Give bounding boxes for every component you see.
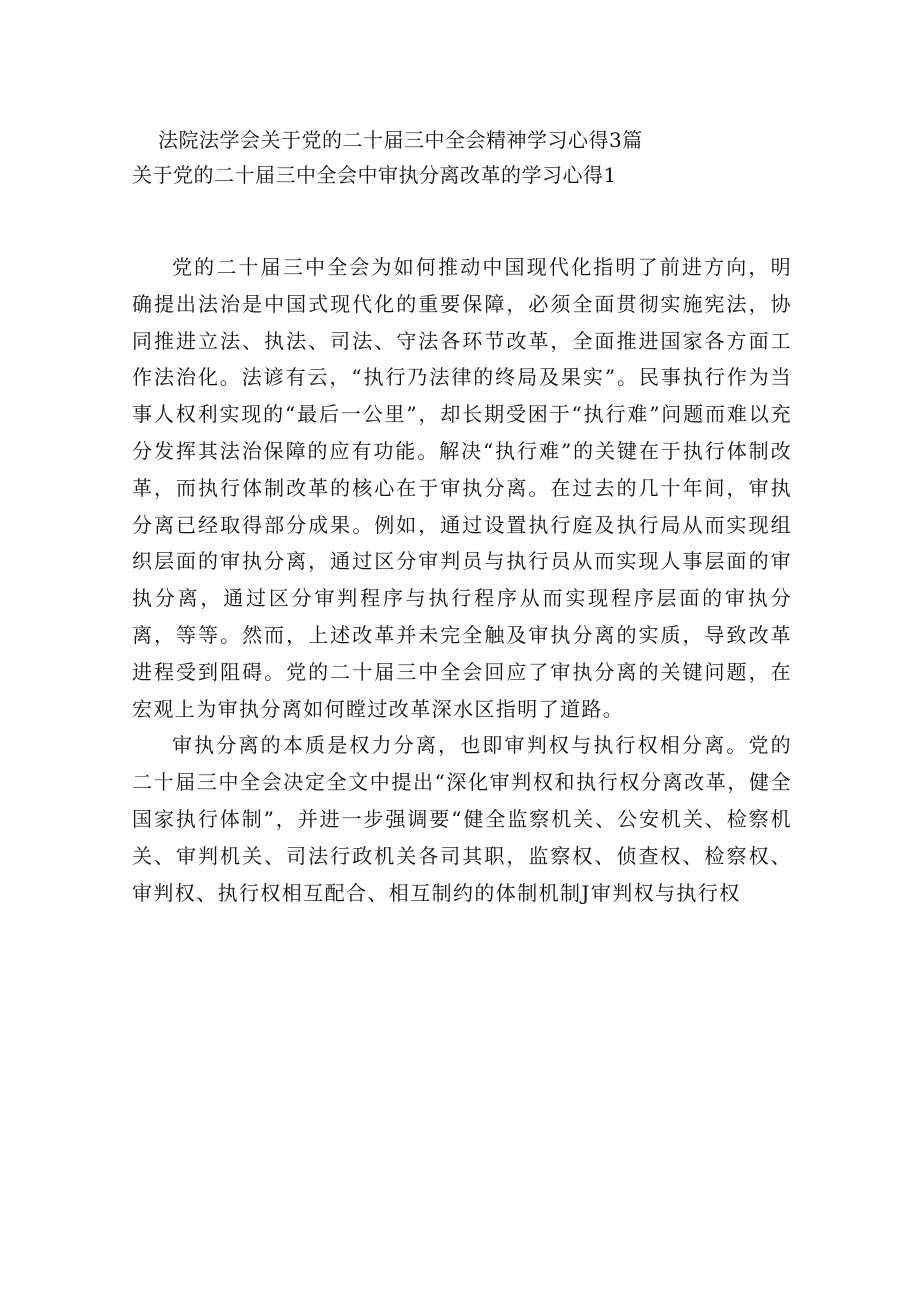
paragraph-2: 审执分离的本质是权力分离，也即审判权与执行权相分离。党的二十届三中全会决定全文中提出“深化审判权和执行权分离改革，健全国家执行体制”，并进一步强调要“健全监察机关、公安机关、检察机关、审判机关、司法行政机关各司其职，监察权、侦查权、检察权、审判权、执行权相互配合、相互制约的体制机制J审判权与执行权: [132, 733, 792, 905]
document-title: 法院法学会关于党的二十届三中全会精神学习心得3篇: [158, 128, 643, 152]
paragraph-1: 党的二十届三中全会为如何推动中国现代化指明了前进方向，明确提出法治是中国式现代化的重要保障，必须全面贯彻实施宪法，协同推进立法、执法、司法、守法各环节改革，全面推进国家各方面工作法治化。法谚有云，“执行乃法律的终局及果实”。民事执行作为当事人权利实现的“最后一公里”，却长期受困于“执行难”问题而难以充分发挥其法治保障的应有功能。解决“执行难”的关键在于执行体制改革，而执行体制改革的核心在于审执分离。在过去的几十年间，审执分离已经取得部分成果。例如，通过设置执行庭及执行局从而实现组织层面的审执分离，通过区分审判员与执行员从而实现人事层面的审执分离，通过区分审判程序与执行程序从而实现程序层面的审执分离，等等。然而，上述改革并未完全触及审执分离的实质，导致改革进程受到阻碍。党的二十届三中全会回应了审执分离的关键问题，在宏观上为审执分离如何瞠过改革深水区指明了道路。: [132, 255, 792, 721]
document-body: [132, 249, 792, 911]
section-title: 关于党的二十届三中全会中审执分离改革的学习心得1: [132, 163, 617, 187]
